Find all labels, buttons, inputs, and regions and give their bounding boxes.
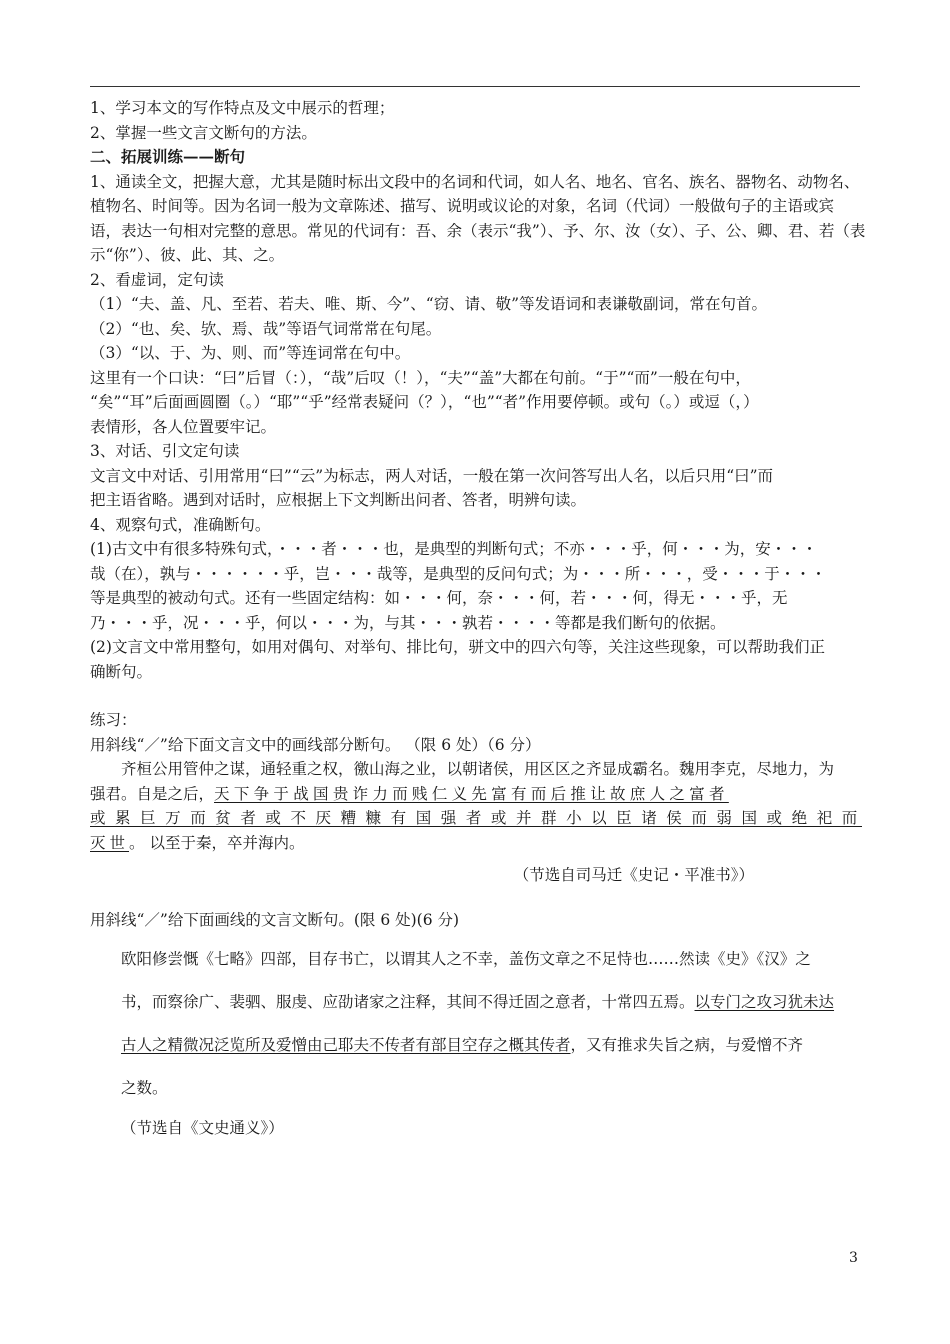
passage-text: 强君。自是之后， [90, 784, 215, 803]
section-heading: 二、拓展训练——断句 [90, 147, 246, 166]
exercise2-passage-line [90, 981, 862, 1024]
page-number: 3 [849, 1250, 858, 1266]
exercise1-passage-line: 齐桓公用管仲之谋，通轻重之权，徼山海之业，以朝诸侯，用区区之齐显成霸名。魏用李克，尽地力，为 [121, 760, 835, 778]
exercise-heading: 练习： [90, 711, 137, 729]
method1-line: 示“你”）、彼、此、其、之。 [90, 246, 285, 264]
method2-heading: 2、看虚词，定句读 [90, 270, 224, 289]
exercise1-passage-line [90, 782, 862, 807]
passage-text: 书，而察徐广、裴驷、服虔、应劭诸家之注释，其间不得迁固之意者，十常四五焉。 [121, 993, 695, 1011]
method3-heading: 3、对话、引文定句读 [90, 442, 240, 460]
exercise2-passage-line [90, 1024, 862, 1067]
exercise2-passage-line: 之数。 [121, 1079, 168, 1097]
underlined-passage: 灭世 [90, 833, 130, 852]
method2-line: （3）“以、于、为、则、而”等连词常在句中。 [90, 344, 411, 362]
method4-line: 哉（在），孰与・・・・・・乎，岂・・・哉等，是典型的反问句式；为・・・所・・・，受・・・于・・・ [90, 564, 827, 583]
exercise1-source: （节选自司马迁《史记・平准书》） [513, 866, 754, 884]
passage-text: 。 以至于秦，卒并海内。 [129, 833, 305, 852]
underlined-passage: 以专门之攻习犹未达 [694, 993, 835, 1011]
exercise2-instruction: 用斜线“／”给下面画线的文言文断句。(限 6 处)(6 分) [90, 910, 460, 929]
underlined-passage: 天下争于战国贵诈力而贱仁义先富有而后推让故庶人之富者 [214, 784, 729, 803]
method4-line: 等是典型的被动句式。还有一些固定结构：如・・・何，奈・・・何，若・・・何，得无・・・乎，无 [90, 589, 788, 607]
method3-line: 把主语省略。遇到对话时，应根据上下文判断出问者、答者，明辨句读。 [90, 491, 587, 509]
spacer [90, 888, 862, 908]
objective-1: 1、学习本文的写作特点及文中展示的哲理； [90, 99, 395, 117]
method4-line: 确断句。 [90, 662, 153, 681]
method2-line: （1）“夫、盖、凡、至若、若夫、唯、斯、今”、“窃、请、敬”等发语词和表谦敬副词，常在句首。 [90, 295, 768, 313]
exercise1-instruction: 用斜线“／”给下面文言文中的画线部分断句。 （限 6 处）（6 分） [90, 735, 541, 754]
method2-line: （2）“也、矣、欤、焉、哉”等语气词常常在句尾。 [90, 319, 442, 338]
underlined-passage: 或累巨万而贫者或不厌糟糠有国强者或并群小以臣诸侯而弱国或绝祀而 [90, 809, 862, 827]
method1-line: 语，表达一句相对完整的意思。常见的代词有：吾、余（表示“我”）、予、尔、汝（女）、子、公、卿、君、若（表 [90, 221, 866, 240]
method2-line: 表情形，各人位置要牢记。 [90, 417, 277, 436]
method1-line: 1、通读全文，把握大意，尤其是随时标出文段中的名词和代词，如人名、地名、官名、族名、器物名、动物名、 [90, 172, 860, 191]
header-rule [90, 86, 860, 87]
method4-line: (2)文言文中常用整句，如用对偶句、对举句、排比句，骈文中的四六句等，关注这些现象，可以帮助我们正 [90, 638, 825, 656]
method3-line: 文言文中对话、引用常用“曰”“云”为标志，两人对话，一般在第一次问答写出人名，以后只用“曰”而 [90, 466, 774, 485]
passage-text: ，又有推求失旨之病，与爱憎不齐 [570, 1036, 804, 1054]
document-body [90, 96, 866, 1141]
method4-line: (1)古文中有很多特殊句式，・・・者・・・也，是典型的判断句式；不亦・・・乎，何・・・为，安・・・ [90, 540, 818, 558]
method2-line: 这里有一个口诀：“曰”后冒（：），“哉”后叹（！），“夫”“盖”大都在句前。“于”“而”一般在句中， [90, 368, 751, 387]
underlined-passage: 古人之精微况泛览所及爱憎由己耶夫不传者有部目空存之概其传者 [121, 1036, 571, 1054]
spacer [90, 684, 862, 708]
exercise2-source: （节选自《文史通义》） [121, 1119, 284, 1137]
method1-line: 植物名、时间等。因为名词一般为文章陈述、描写、说明或议论的对象，名词（代词）一般做句子的主语或宾 [90, 197, 835, 215]
objective-2: 2、掌握一些文言文断句的方法。 [90, 123, 317, 142]
method4-line: 乃・・・乎，况・・・乎，何以・・・为，与其・・・孰若・・・・等都是我们断句的依据。 [90, 613, 726, 632]
method4-heading: 4、观察句式，准确断句。 [90, 515, 271, 534]
exercise1-passage-line [90, 806, 862, 831]
method2-line: “矣”“耳”后面画圆圈（。）“耶”“乎”经常表疑问（？），“也”“者”作用要停顿。或句（。）或逗（，） [90, 393, 759, 411]
exercise1-passage-line [90, 831, 862, 856]
exercise2-passage-line: 欧阳修尝慨《七略》四部，目存书亡，以谓其人之不幸，盖伤文章之不足恃也……然读《史》《汉》之 [121, 950, 811, 968]
